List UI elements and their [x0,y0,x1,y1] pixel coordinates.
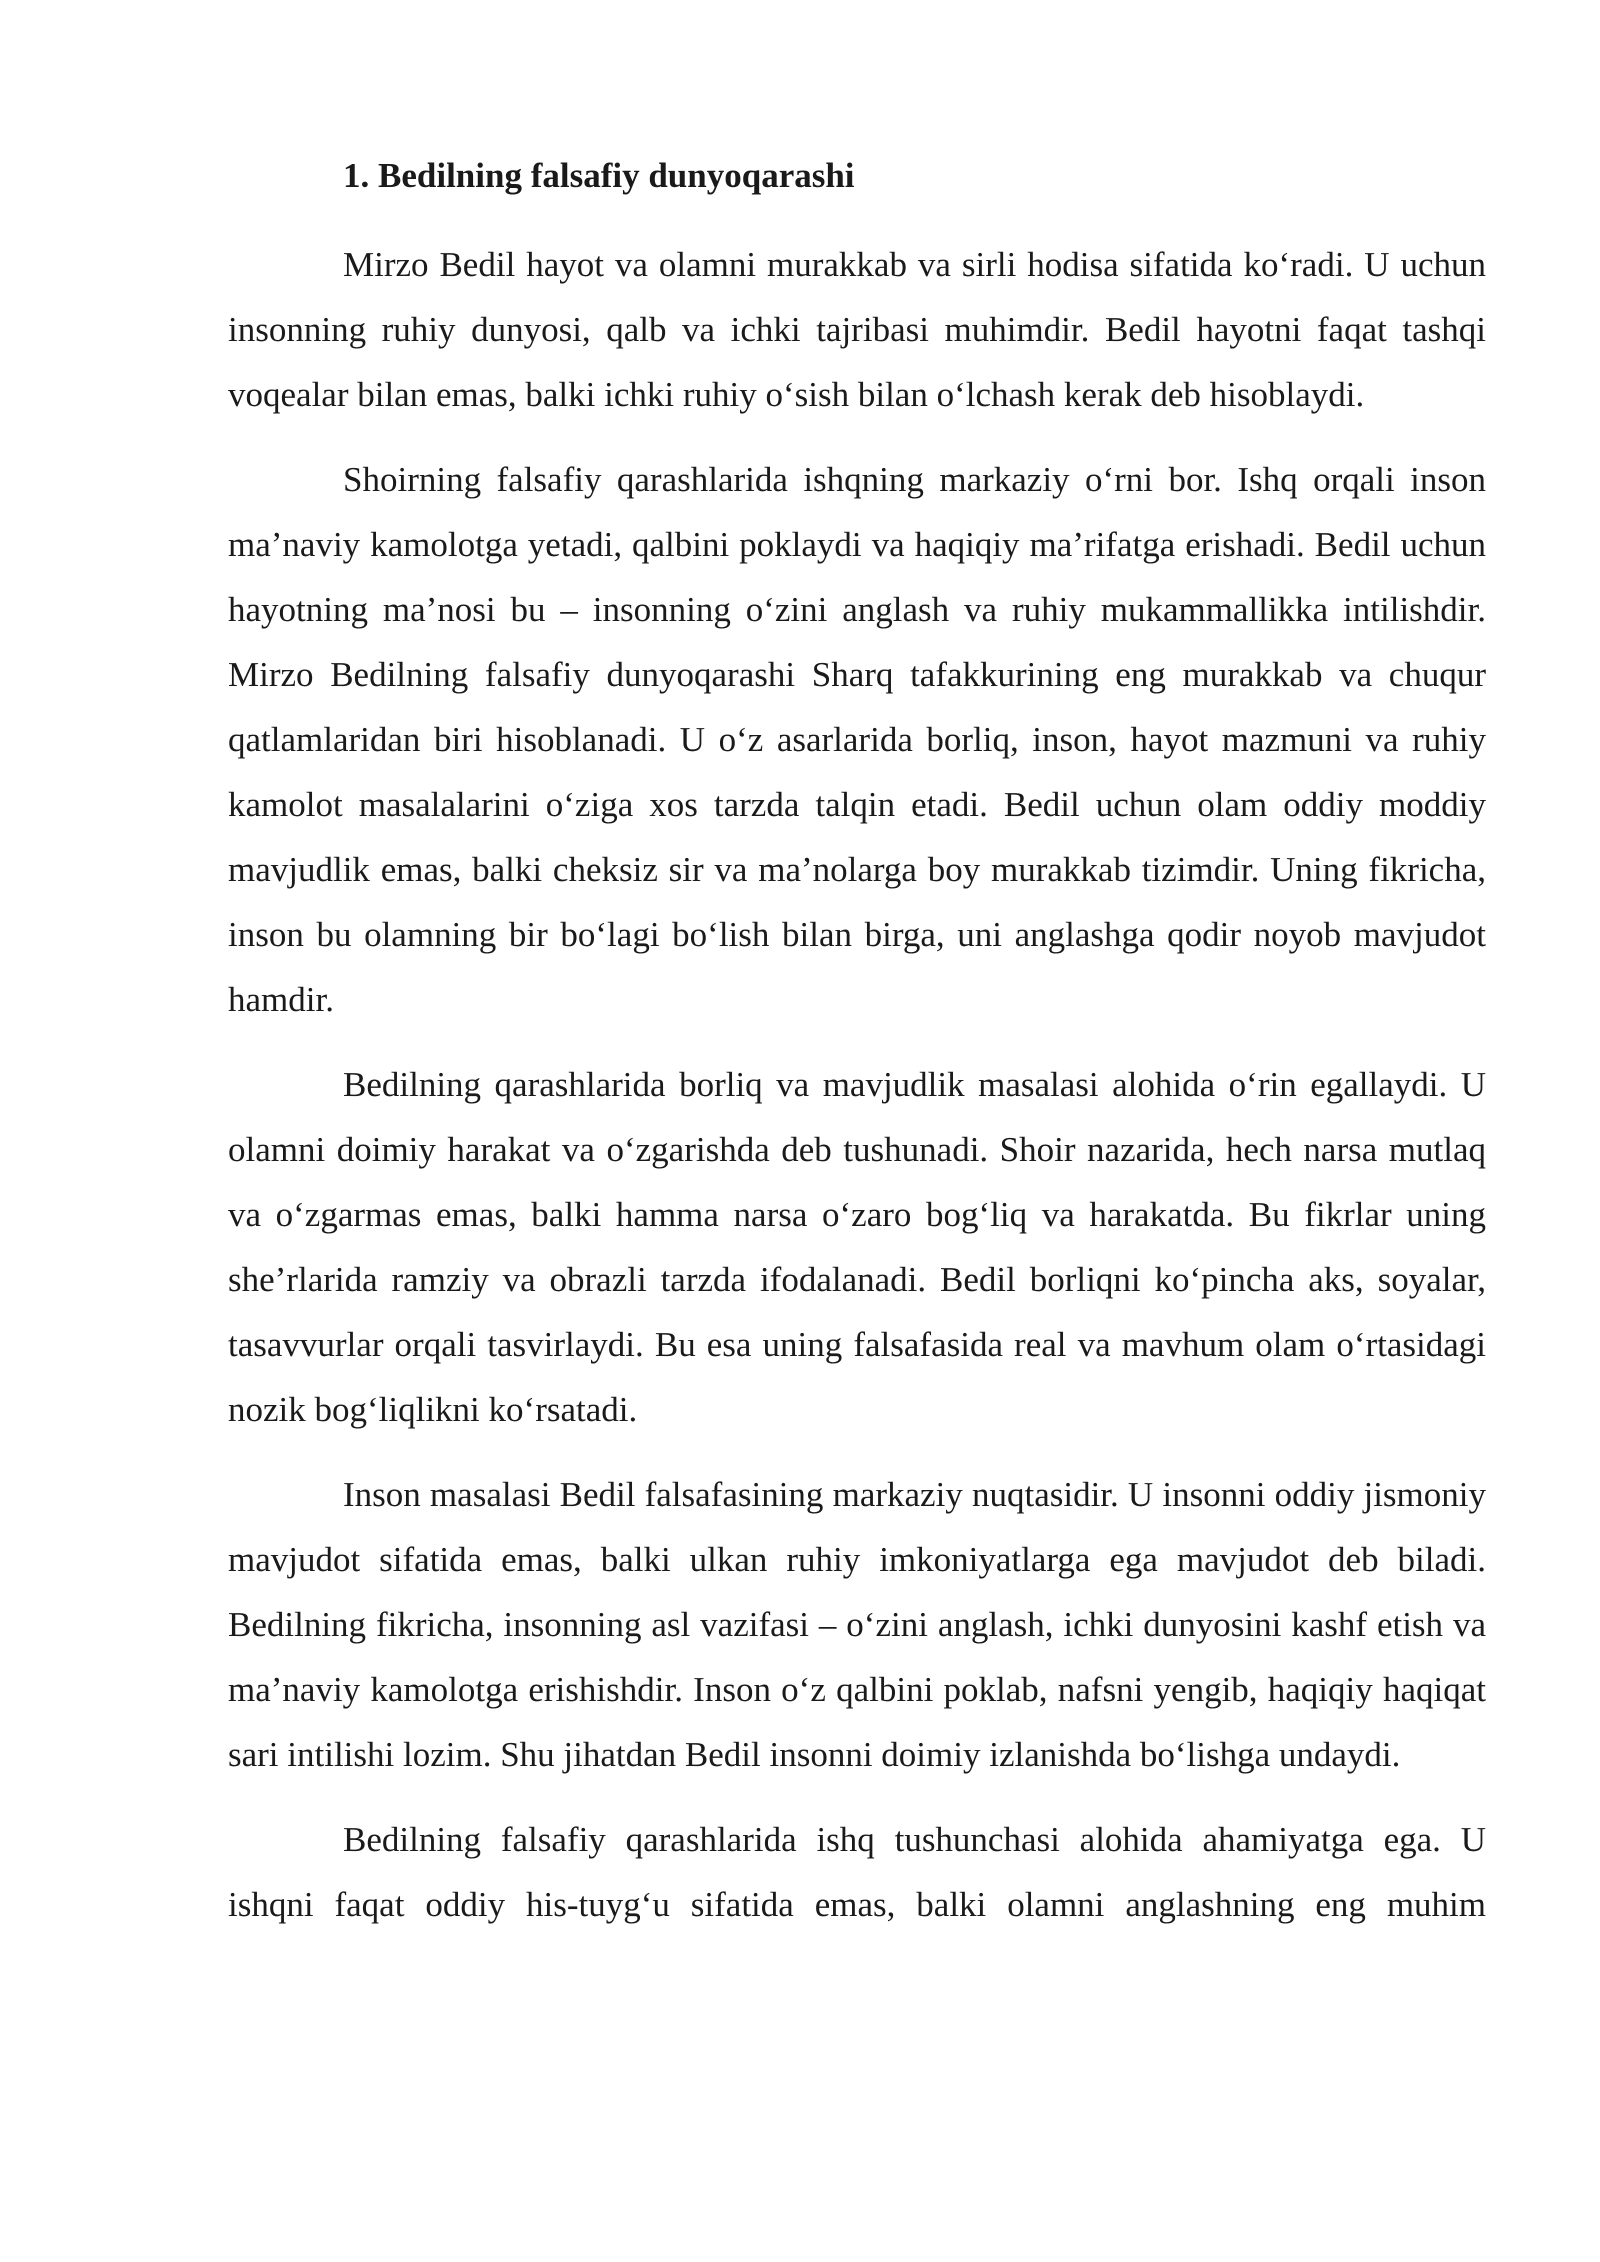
heading-spacer [228,202,1486,232]
section-heading: 1. Bedilning falsafiy dunyoqarashi [343,156,855,195]
paragraph-3: Bedilning qarashlarida borliq va mavjudlik masalasi alohida o‘rin egallaydi. U olamni doimiy harakat va o‘zgarishda deb tushunadi. Shoir nazarida, hech narsa mutlaq va o‘zgarmas emas, balki hamma narsa o‘zaro bog‘liq va harakatda. Bu fikrlar uning she’rlarida ramziy va obrazli tarzda ifodalanadi. Bedil borliqni ko‘pincha aks, soyalar, tasavvurlar orqali tasvirlaydi. Bu esa uning falsafasida real va mavhum olam o‘rtasidagi nozik bog‘liqlikni ko‘rsatadi. [228,1065,1486,1429]
document-body [228,150,1486,1937]
paragraph-1: Mirzo Bedil hayot va olamni murakkab va sirli hodisa sifatida ko‘radi. U uchun insonning ruhiy dunyosi, qalb va ichki tajribasi muhimdir. Bedil hayotni faqat tashqi voqealar bilan emas, balki ichki ruhiy o‘sish bilan o‘lchash kerak deb hisoblaydi. [228,245,1486,414]
paragraph-2: Shoirning falsafiy qarashlarida ishqning markaziy o‘rni bor. Ishq orqali inson ma’naviy kamolotga yetadi, qalbini poklaydi va haqiqiy ma’rifatga erishadi. Bedil uchun hayotning ma’nosi bu – insonning o‘zini anglash va ruhiy mukammallikka intilishdir. Mirzo Bedilning falsafiy dunyoqarashi Sharq tafakkurining eng murakkab va chuqur qatlamlaridan biri hisoblanadi. U o‘z asarlarida borliq, inson, hayot mazmuni va ruhiy kamolot masalalarini o‘ziga xos tarzda talqin etadi. Bedil uchun olam oddiy moddiy mavjudlik emas, balki cheksiz sir va ma’nolarga boy murakkab tizimdir. Uning fikricha, inson bu olamning bir bo‘lagi bo‘lish bilan birga, uni anglashga qodir noyob mavjudot hamdir. [228,460,1486,1019]
paragraph-5: Bedilning falsafiy qarashlarida ishq tushunchasi alohida ahamiyatga ega. U ishqni faqat oddiy his-tuyg‘u sifatida emas, balki olamni anglashning eng muhim [228,1820,1486,1924]
paragraph-4: Inson masalasi Bedil falsafasining markaziy nuqtasidir. U insonni oddiy jismoniy mavjudot sifatida emas, balki ulkan ruhiy imkoniyatlarga ega mavjudot deb biladi. Bedilning fikricha, insonning asl vazifasi – o‘zini anglash, ichki dunyosini kashf etish va ma’naviy kamolotga erishishdir. Inson o‘z qalbini poklab, nafsni yengib, haqiqiy haqiqat sari intilishi lozim. Shu jihatdan Bedil insonni doimiy izlanishda bo‘lishga undaydi. [228,1475,1486,1774]
